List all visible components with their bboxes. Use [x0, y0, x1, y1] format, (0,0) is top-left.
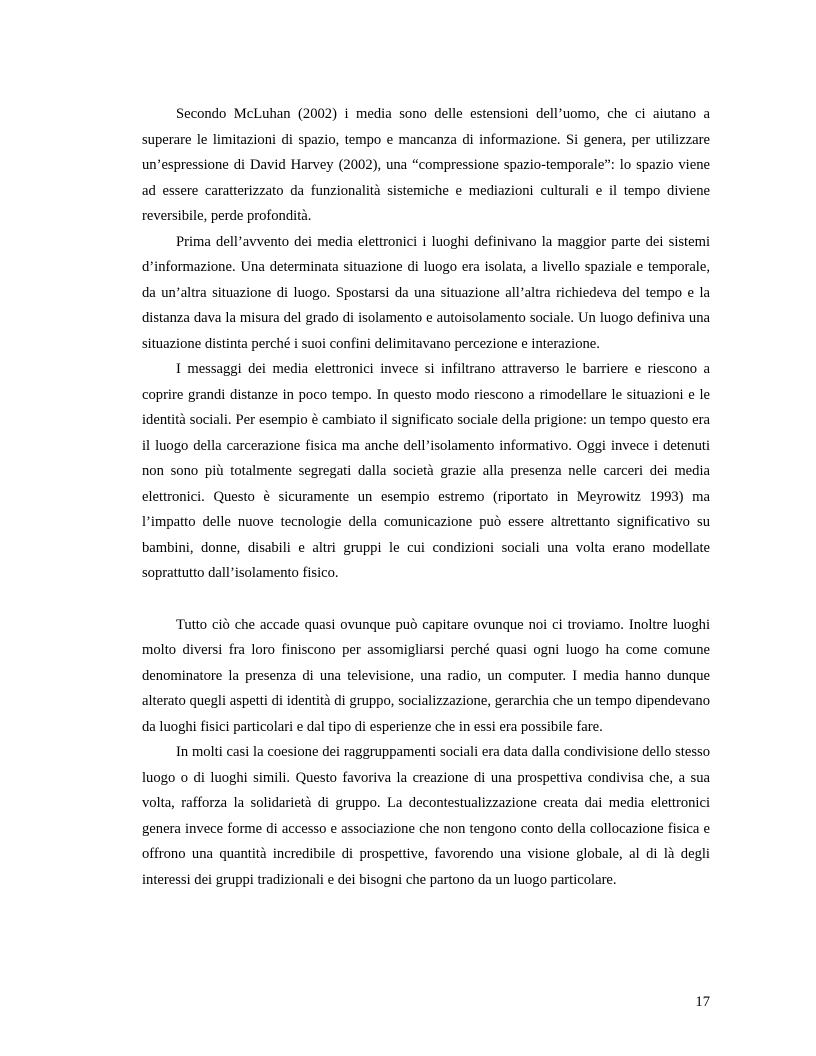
- paragraph: I messaggi dei media elettronici invece si infiltrano attraverso le barriere e riescono a coprire grandi distanze in poco tempo. In questo modo riescono a rimodellare le situazioni e le identità sociali. Per esempio è cambiato il significato sociale della prigione: un tempo questo era il luogo della carcerazione fisica ma anche dell’isolamento informativo. Oggi invece i detenuti non sono più totalmente segregati dalla società grazie alla presenza nelle carceri dei media elettronici. Questo è sicuramente un esempio estremo (riportato in Meyrowitz 1993) ma l’impatto delle nuove tecnologie della comunicazione può essere altrettanto significativo su bambini, donne, disabili e altri gruppi le cui condizioni sociali una volta erano modellate soprattutto dall’isolamento fisico.: [142, 361, 710, 581]
- paragraph: Prima dell’avvento dei media elettronici i luoghi definivano la maggior parte dei sistemi d’informazione. Una determinata situazione di luogo era isolata, a livello spaziale e temporale, da un’altra situazione di luogo. Spostarsi da una situazione all’altra richiedeva del tempo e la distanza dava la misura del grado di isolamento e autoisolamento sociale. Un luogo definiva una situazione distinta perché i suoi confini delimitavano percezione e interazione.: [142, 233, 710, 352]
- section-gap: [142, 587, 710, 613]
- page-number: 17: [695, 994, 710, 1010]
- paragraph: Tutto ciò che accade quasi ovunque può capitare ovunque noi ci troviamo. Inoltre luoghi molto diversi fra loro finiscono per assomigliarsi perché quasi ogni luogo ha come comune denominatore la presenza di una televisione, una radio, un computer. I media hanno dunque alterato quegli aspetti di identità di gruppo, socializzazione, gerarchia che un tempo dipendevano da luoghi fisici particolari e dal tipo di esperienze che in essi era possibile fare.: [142, 616, 710, 735]
- paragraph: In molti casi la coesione dei raggruppamenti sociali era data dalla condivisione dello stesso luogo o di luoghi simili. Questo favoriva la creazione di una prospettiva condivisa che, a sua volta, rafforza la solidarietà di gruppo. La decontestualizzazione creata dai media elettronici genera invece forme di accesso e associazione che non tengono conto della collocazione fisica e offrono una quantità incredibile di prospettive, favorendo una visione globale, al di là degli interessi dei gruppi tradizionali e dei bisogni che partono da un luogo particolare.: [142, 744, 710, 888]
- page-body: [142, 102, 710, 893]
- paragraph: Secondo McLuhan (2002) i media sono delle estensioni dell’uomo, che ci aiutano a superare le limitazioni di spazio, tempo e mancanza di informazione. Si genera, per utilizzare un’espressione di David Harvey (2002), una “compressione spazio-temporale”: lo spazio viene ad essere caratterizzato da funzionalità sistemiche e mediazioni culturali e il tempo diviene reversibile, perde profondità.: [142, 106, 710, 224]
